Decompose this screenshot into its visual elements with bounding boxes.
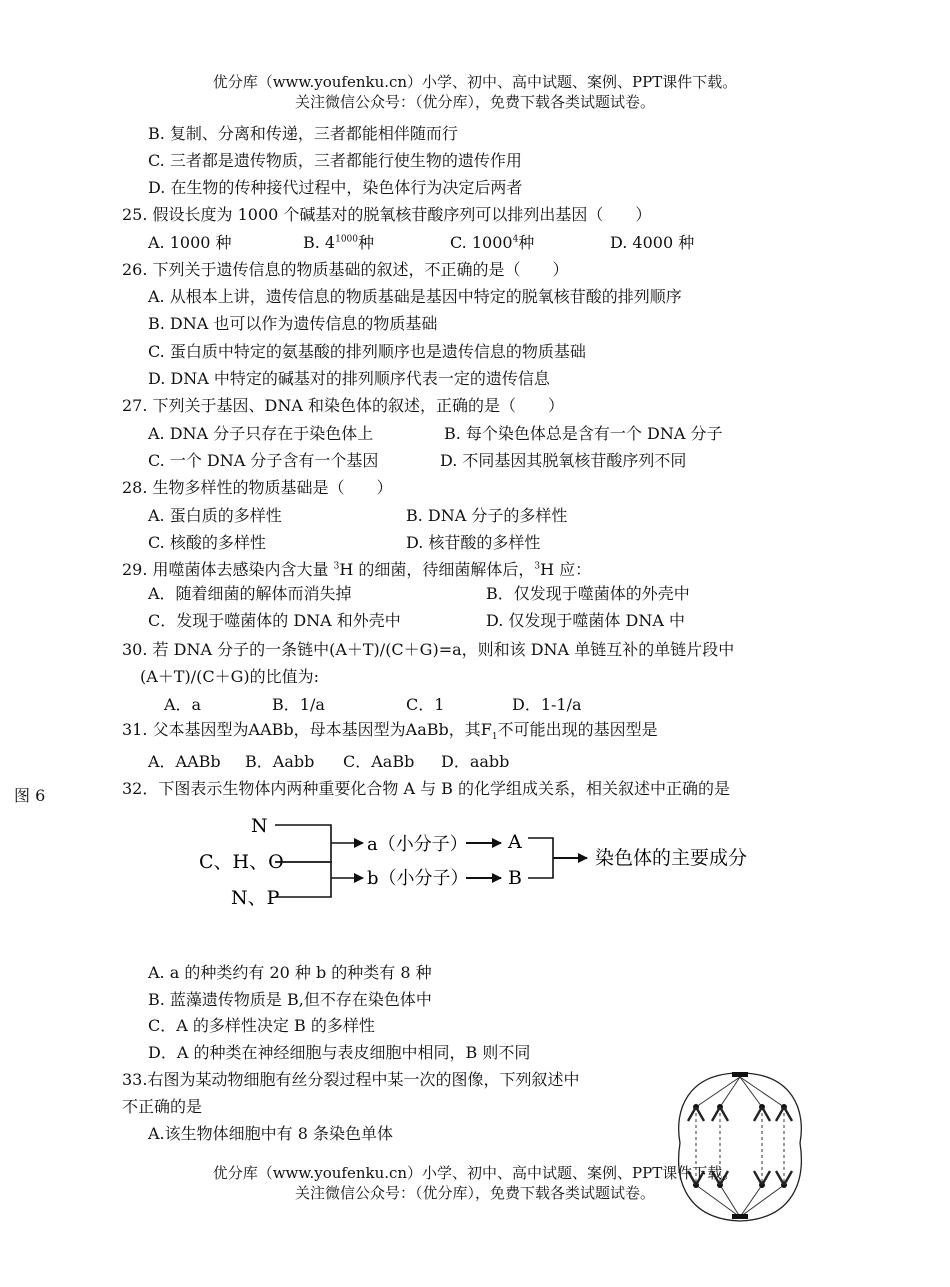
mitosis-cell-figure — [672, 1063, 812, 1229]
label-B: B — [508, 867, 522, 889]
q27-option-a: A. DNA 分子只存在于染色体上 — [148, 424, 374, 443]
q27-option-d: D. 不同基因其脱氧核苷酸序列不同 — [440, 451, 687, 470]
q24-option-b: B. 复制、分离和传递，三者都能相伴随而行 — [148, 124, 458, 143]
q33-stem-line-2: 不正确的是 — [122, 1097, 203, 1116]
q30-option-a: A．a — [164, 695, 202, 714]
q29-option-d: D. 仅发现于噬菌体 DNA 中 — [486, 611, 685, 630]
figure-label: 图 6 — [14, 786, 46, 805]
q30-stem-line-2: (A＋T)/(C＋G)的比值为: — [140, 667, 320, 686]
q26-stem: 26. 下列关于遗传信息的物质基础的叙述，不正确的是（ ） — [122, 260, 569, 279]
q24-option-c: C. 三者都是遗传物质，三者都能行使生物的遗传作用 — [148, 151, 522, 170]
footer-line-2: 关注微信公众号：（优分库），免费下载各类试题试卷。 — [294, 1184, 655, 1202]
centriole-bottom — [732, 1214, 748, 1219]
q32-option-d: D．A 的种类在神经细胞与表皮细胞中相同，B 则不同 — [148, 1043, 531, 1062]
label-n: N — [251, 815, 268, 837]
label-result: 染色体的主要成分 — [595, 847, 748, 869]
centriole-top — [732, 1072, 748, 1077]
q28-option-b: B. DNA 分子的多样性 — [406, 506, 568, 525]
q31-option-d: D．aabb — [441, 752, 510, 771]
q30-stem-line-1: 30. 若 DNA 分子的一条链中(A＋T)/(C＋G)=a，则和该 DNA 单链互补的单链片段中 — [122, 640, 735, 659]
label-a-small: a（小分子） — [367, 834, 468, 855]
q31-option-a: A．AABb — [148, 752, 221, 771]
q25-option-c: C. 1000$^4$种 — [450, 233, 535, 252]
q28-option-d: D. 核苷酸的多样性 — [406, 533, 541, 552]
q29-option-a: A．随着细菌的解体而消失掉 — [148, 584, 352, 603]
q32-option-a: A. a 的种类约有 20 种 b 的种类有 8 种 — [148, 963, 432, 982]
q31-option-c: C．AaBb — [343, 752, 415, 771]
bracket-A-B — [528, 838, 553, 878]
q30-option-c: C．1 — [406, 695, 445, 714]
q32-option-b: B. 蓝藻遗传物质是 B,但不存在染色体中 — [148, 990, 432, 1009]
header-line-1: 优分库（www.youfenku.cn）小学、初中、高中试题、案例、PPT课件下载。 — [212, 73, 738, 91]
header-line-2: 关注微信公众号：（优分库），免费下载各类试题试卷。 — [294, 93, 655, 111]
q32-stem: 32．下图表示生物体内两种重要化合物 A 与 B 的化学组成关系，相关叙述中正确的是 — [122, 779, 731, 798]
q27-option-c: C. 一个 DNA 分子含有一个基因 — [148, 451, 379, 470]
q32-option-c: C．A 的多样性决定 B 的多样性 — [148, 1016, 375, 1035]
q27-option-b: B. 每个染色体总是含有一个 DNA 分子 — [444, 424, 723, 443]
q30-option-b: B．1/a — [272, 695, 325, 714]
q29-option-c: C．发现于噬菌体的 DNA 和外壳中 — [148, 611, 401, 630]
q33-stem-line-1: 33.右图为某动物细胞有丝分裂过程中某一次的图像，下列叙述中 — [122, 1070, 580, 1089]
label-np: N、P — [231, 887, 280, 909]
q26-option-d: D. DNA 中特定的碱基对的排列顺序代表一定的遗传信息 — [148, 369, 550, 388]
footer-line-1: 优分库（www.youfenku.cn）小学、初中、高中试题、案例、PPT课件下载。 — [212, 1164, 738, 1182]
q29-stem: 29. 用噬菌体去感染内含大量 $^3$H 的细菌，待细菌解体后，$^3$H 应： — [122, 560, 592, 579]
chromosomes-top — [693, 1104, 787, 1110]
q28-option-a: A. 蛋白质的多样性 — [148, 506, 282, 525]
label-b-small: b（小分子） — [367, 868, 469, 889]
q28-option-c: C. 核酸的多样性 — [148, 533, 266, 552]
q25-option-b: B. $4^{1000}$种 — [303, 233, 375, 252]
q25-option-a: A. 1000 种 — [148, 233, 232, 252]
q26-option-c: C. 蛋白质中特定的氨基酸的排列顺序也是遗传信息的物质基础 — [148, 342, 586, 361]
q32-diagram — [195, 812, 775, 918]
label-A: A — [508, 831, 522, 853]
q26-option-b: B. DNA 也可以作为遗传信息的物质基础 — [148, 314, 438, 333]
q26-option-a: A. 从根本上讲，遗传信息的物质基础是基因中特定的脱氧核苷酸的排列顺序 — [148, 287, 682, 306]
q27-stem: 27. 下列关于基因、DNA 和染色体的叙述，正确的是（ ） — [122, 396, 565, 415]
q25-stem: 25. 假设长度为 1000 个碱基对的脱氧核苷酸序列可以排列出基因（ ） — [122, 205, 652, 224]
q33-option-a: A.该生物体细胞中有 8 条染色单体 — [148, 1124, 393, 1143]
q25-option-d: D. 4000 种 — [610, 233, 695, 252]
q24-option-d: D. 在生物的传种接代过程中，染色体行为决定后两者 — [148, 178, 523, 197]
q31-option-b: B．Aabb — [245, 752, 315, 771]
q28-stem: 28. 生物多样性的物质基础是（ ） — [122, 478, 393, 497]
q29-option-b: B．仅发现于噬菌体的外壳中 — [486, 584, 690, 603]
q30-option-d: D．1-1/a — [512, 695, 582, 714]
label-cho: C、H、O — [199, 851, 284, 873]
q31-stem: 31. 父本基因型为AABb，母本基因型为AaBb，其$F_1$不可能出现的基因型是 — [122, 720, 658, 743]
